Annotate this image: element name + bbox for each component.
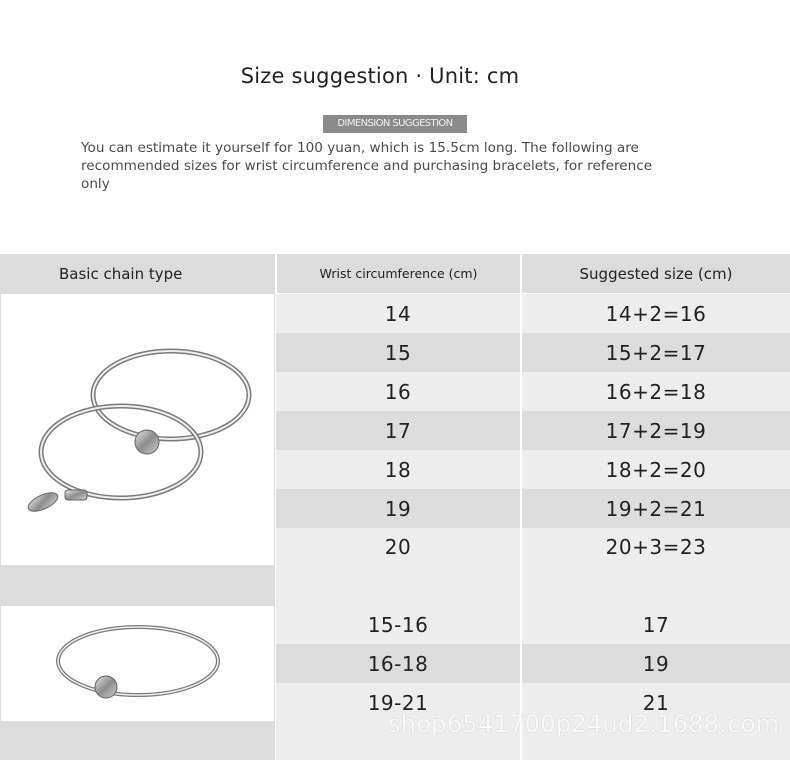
size-cell: 17 bbox=[522, 605, 790, 644]
size-cell: 14+2=16 bbox=[522, 294, 790, 333]
wrist-cell: 14 bbox=[276, 294, 520, 333]
snake-chain-bracelet-icon bbox=[13, 330, 263, 530]
wrist-cell: 19 bbox=[276, 489, 520, 528]
wrist-cell: 17 bbox=[276, 411, 520, 450]
wrist-cell: 19-21 bbox=[276, 683, 520, 722]
snake-chain-image bbox=[0, 293, 275, 566]
header-wrist: Wrist circumference (cm) bbox=[275, 254, 520, 293]
wrist-cell: 16-18 bbox=[276, 644, 520, 683]
size-cell: 18+2=20 bbox=[522, 450, 790, 489]
separator-row bbox=[276, 566, 520, 605]
size-cell: 20+3=23 bbox=[522, 528, 790, 566]
size-cell: 19 bbox=[522, 644, 790, 683]
wrist-cell: 15-16 bbox=[276, 605, 520, 644]
separator-row bbox=[0, 566, 275, 605]
size-cell: 19+2=21 bbox=[522, 489, 790, 528]
size-cell: 15+2=17 bbox=[522, 333, 790, 372]
wrist-cell: 15 bbox=[276, 333, 520, 372]
bangle-bracelet-icon bbox=[48, 619, 228, 709]
page-title: Size suggestion · Unit: cm bbox=[240, 64, 520, 88]
header-chain-type: Basic chain type bbox=[0, 254, 275, 293]
wrist-cell: 16 bbox=[276, 372, 520, 411]
bottom-row bbox=[0, 722, 275, 760]
size-cell: 21 bbox=[522, 683, 790, 722]
bangle-image bbox=[0, 605, 275, 722]
wrist-cell: 20 bbox=[276, 528, 520, 566]
size-cell: 16+2=18 bbox=[522, 372, 790, 411]
watermark: shop6541700p24ud2.1688.com bbox=[388, 710, 780, 738]
size-cell: 17+2=19 bbox=[522, 411, 790, 450]
separator-row bbox=[522, 566, 790, 605]
dimension-tag: DIMENSION SUGGESTION bbox=[323, 115, 467, 133]
header-size: Suggested size (cm) bbox=[520, 254, 790, 293]
description-text: You can estimate it yourself for 100 yuan, which is 15.5cm long. The following are recommended sizes for wrist circumference and purchasing bracelets, for reference only bbox=[81, 140, 653, 192]
wrist-cell: 18 bbox=[276, 450, 520, 489]
